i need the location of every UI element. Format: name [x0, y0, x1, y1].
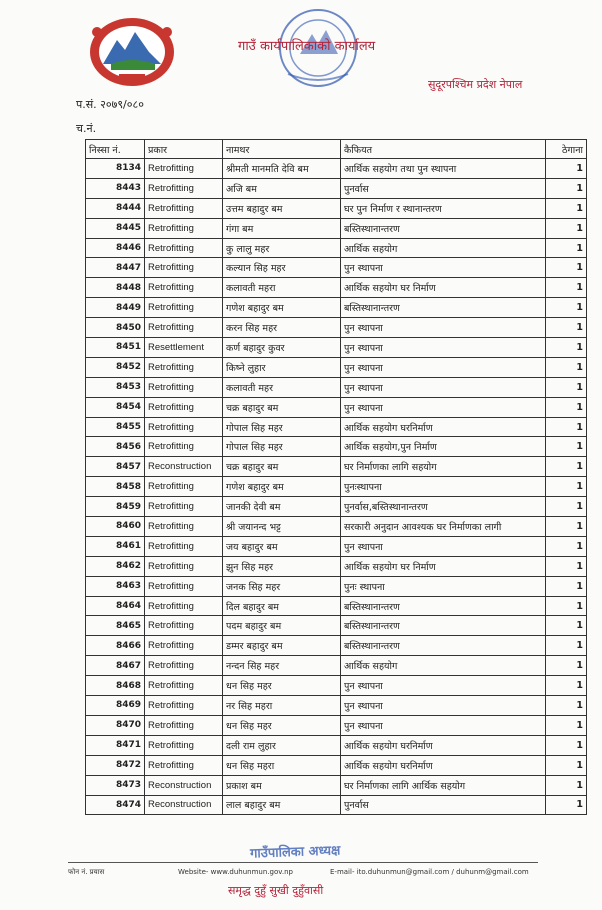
table-row [86, 576, 587, 596]
address-cell: 1 [546, 318, 587, 338]
header-receipt-no: निस्सा नं. [86, 140, 145, 159]
type-cell: Retrofitting [145, 696, 223, 716]
type-cell: Retrofitting [145, 735, 223, 755]
nepal-emblem-icon [85, 12, 180, 90]
name-cell: गणेश बहादुर बम [223, 477, 341, 497]
address-cell: 1 [546, 596, 587, 616]
address-cell: 1 [546, 517, 587, 537]
receipt-no-cell: 8450 [86, 318, 145, 338]
type-cell: Retrofitting [145, 298, 223, 318]
type-cell: Retrofitting [145, 536, 223, 556]
reference-number: प.सं. २०७९/०८० [76, 98, 144, 111]
footer-slogan: समृद्ध दुहुँ सुखी दुहुँवासी [228, 884, 324, 897]
remarks-cell: बस्तिस्थानान्तरण [341, 218, 546, 238]
type-cell: Retrofitting [145, 318, 223, 338]
type-cell: Retrofitting [145, 417, 223, 437]
receipt-no-cell: 8464 [86, 596, 145, 616]
address-cell: 1 [546, 715, 587, 735]
type-cell: Retrofitting [145, 198, 223, 218]
address-cell: 1 [546, 417, 587, 437]
remarks-cell: पुन स्थापना [341, 696, 546, 716]
table-row [86, 477, 587, 497]
name-cell: गंगा बम [223, 218, 341, 238]
remarks-cell: पुनर्वास [341, 178, 546, 198]
table-row [86, 636, 587, 656]
name-cell: करन सिह महर [223, 318, 341, 338]
remarks-cell: आर्थिक सहयोग घरनिर्माण [341, 735, 546, 755]
address-cell: 1 [546, 457, 587, 477]
name-cell: कल्यान सिह महर [223, 258, 341, 278]
receipt-no-cell: 8470 [86, 715, 145, 735]
remarks-cell: आर्थिक सहयोग घर निर्माण [341, 556, 546, 576]
remarks-cell: घर पुन निर्माण र स्थानान्तरण [341, 198, 546, 218]
type-cell: Reconstruction [145, 775, 223, 795]
header-address: ठेगाना [546, 140, 587, 159]
table-row [86, 676, 587, 696]
table-row [86, 437, 587, 457]
address-cell: 1 [546, 159, 587, 179]
name-cell: झुन सिह महर [223, 556, 341, 576]
name-cell: नन्दन सिह महर [223, 656, 341, 676]
name-cell: अजि बम [223, 178, 341, 198]
receipt-no-cell: 8469 [86, 696, 145, 716]
name-cell: कु लालु महर [223, 238, 341, 258]
address-cell: 1 [546, 437, 587, 457]
name-cell: गोपाल सिह महर [223, 437, 341, 457]
table-row [86, 795, 587, 815]
name-cell: जय बहादुर बम [223, 536, 341, 556]
name-cell: लाल बहादुर बम [223, 795, 341, 815]
table-row [86, 457, 587, 477]
type-cell: Retrofitting [145, 755, 223, 775]
table-row [86, 357, 587, 377]
table-row [86, 616, 587, 636]
name-cell: कर्ण बहादुर कुवर [223, 338, 341, 358]
address-cell: 1 [546, 198, 587, 218]
receipt-no-cell: 8468 [86, 676, 145, 696]
receipt-no-cell: 8461 [86, 536, 145, 556]
table-row [86, 218, 587, 238]
table-row [86, 517, 587, 537]
table-row [86, 417, 587, 437]
receipt-no-cell: 8467 [86, 656, 145, 676]
table-row [86, 238, 587, 258]
remarks-cell: पुन स्थापना [341, 377, 546, 397]
table-row [86, 715, 587, 735]
type-cell: Reconstruction [145, 457, 223, 477]
header-name: नामथर [223, 140, 341, 159]
remarks-cell: घर निर्माणका लागि आर्थिक सहयोग [341, 775, 546, 795]
name-cell: जानकी देवी बम [223, 497, 341, 517]
type-cell: Retrofitting [145, 178, 223, 198]
header-type: प्रकार [145, 140, 223, 159]
receipt-no-cell: 8458 [86, 477, 145, 497]
receipt-no-cell: 8447 [86, 258, 145, 278]
receipt-no-cell: 8474 [86, 795, 145, 815]
table-row [86, 298, 587, 318]
address-cell: 1 [546, 178, 587, 198]
remarks-cell: पुन स्थापना [341, 397, 546, 417]
address-cell: 1 [546, 795, 587, 815]
table-row [86, 556, 587, 576]
receipt-no-cell: 8446 [86, 238, 145, 258]
receipt-no-cell: 8454 [86, 397, 145, 417]
receipt-no-cell: 8459 [86, 497, 145, 517]
address-cell: 1 [546, 616, 587, 636]
type-cell: Retrofitting [145, 596, 223, 616]
remarks-cell: सरकारी अनुदान आवश्यक घर निर्माणका लागी [341, 517, 546, 537]
table-row [86, 258, 587, 278]
type-cell: Retrofitting [145, 715, 223, 735]
address-cell: 1 [546, 735, 587, 755]
type-cell: Retrofitting [145, 278, 223, 298]
name-cell: दिल बहादुर बम [223, 596, 341, 616]
remarks-cell: पुन स्थापना [341, 536, 546, 556]
address-cell: 1 [546, 238, 587, 258]
remarks-cell: पुन स्थापना [341, 676, 546, 696]
type-cell: Retrofitting [145, 238, 223, 258]
remarks-cell: बस्तिस्थानान्तरण [341, 298, 546, 318]
address-cell: 1 [546, 357, 587, 377]
table-row [86, 318, 587, 338]
table-row [86, 775, 587, 795]
receipt-no-cell: 8465 [86, 616, 145, 636]
table-header-row [86, 140, 587, 159]
name-cell: प्रकाश बम [223, 775, 341, 795]
name-cell: धन सिह महरा [223, 755, 341, 775]
receipt-no-cell: 8472 [86, 755, 145, 775]
table-row [86, 377, 587, 397]
name-cell: श्री जयानन्द भट्ट [223, 517, 341, 537]
type-cell: Retrofitting [145, 397, 223, 417]
receipt-no-cell: 8456 [86, 437, 145, 457]
name-cell: धन सिह महर [223, 676, 341, 696]
receipt-no-cell: 8473 [86, 775, 145, 795]
name-cell: श्रीमती मानमति देवि बम [223, 159, 341, 179]
table-row [86, 278, 587, 298]
remarks-cell: पुनर्वास [341, 795, 546, 815]
receipt-no-cell: 8453 [86, 377, 145, 397]
table-row [86, 338, 587, 358]
remarks-cell: पुन स्थापना [341, 357, 546, 377]
remarks-cell: पुन स्थापना [341, 318, 546, 338]
table-row [86, 656, 587, 676]
remarks-cell: पुनर्वास,बस्तिस्थानान्तरण [341, 497, 546, 517]
remarks-cell: आर्थिक सहयोग घरनिर्माण [341, 417, 546, 437]
footer-email[interactable]: E-mail- ito.duhunmun@gmail.com / duhunm@gmail.com [330, 868, 529, 876]
remarks-cell: पुन स्थापना [341, 715, 546, 735]
type-cell: Retrofitting [145, 477, 223, 497]
type-cell: Retrofitting [145, 437, 223, 457]
name-cell: कलावती महर [223, 377, 341, 397]
table-row [86, 696, 587, 716]
table-row [86, 198, 587, 218]
address-cell: 1 [546, 636, 587, 656]
address-cell: 1 [546, 556, 587, 576]
type-cell: Retrofitting [145, 497, 223, 517]
type-cell: Retrofitting [145, 576, 223, 596]
remarks-cell: आर्थिक सहयोग,पुन निर्माण [341, 437, 546, 457]
type-cell: Retrofitting [145, 377, 223, 397]
name-cell: पदम बहादुर बम [223, 616, 341, 636]
type-cell: Retrofitting [145, 517, 223, 537]
receipt-no-cell: 8449 [86, 298, 145, 318]
footer-website[interactable]: Website- www.duhunmun.gov.np [178, 868, 293, 876]
type-cell: Retrofitting [145, 656, 223, 676]
remarks-cell: आर्थिक सहयोग तथा पुन स्थापना [341, 159, 546, 179]
address-cell: 1 [546, 696, 587, 716]
remarks-cell: पुनःस्थापना [341, 477, 546, 497]
name-cell: दली राम लुहार [223, 735, 341, 755]
address-cell: 1 [546, 338, 587, 358]
address-cell: 1 [546, 656, 587, 676]
header-remarks: कैफियत [341, 140, 546, 159]
receipt-no-cell: 8471 [86, 735, 145, 755]
remarks-cell: पुनः स्थापना [341, 576, 546, 596]
address-cell: 1 [546, 497, 587, 517]
name-cell: गोपाल सिह महर [223, 417, 341, 437]
beneficiary-table [85, 139, 587, 815]
address-cell: 1 [546, 278, 587, 298]
name-cell: धन सिह महर [223, 715, 341, 735]
type-cell: Retrofitting [145, 218, 223, 238]
type-cell: Retrofitting [145, 159, 223, 179]
type-cell: Retrofitting [145, 357, 223, 377]
address-cell: 1 [546, 676, 587, 696]
remarks-cell: बस्तिस्थानान्तरण [341, 636, 546, 656]
table-row [86, 735, 587, 755]
footer-phone: फोन नं. प्रयास [68, 868, 105, 876]
address-cell: 1 [546, 298, 587, 318]
remarks-cell: पुन स्थापना [341, 258, 546, 278]
receipt-no-cell: 8463 [86, 576, 145, 596]
name-cell: जनक सिह महर [223, 576, 341, 596]
receipt-no-cell: 8444 [86, 198, 145, 218]
address-cell: 1 [546, 536, 587, 556]
remarks-cell: पुन स्थापना [341, 338, 546, 358]
signature-stamp: गाउँपालिका अध्यक्ष [249, 843, 341, 862]
remarks-cell: आर्थिक सहयोग [341, 656, 546, 676]
receipt-no-cell: 8457 [86, 457, 145, 477]
receipt-no-cell: 8455 [86, 417, 145, 437]
table-row [86, 755, 587, 775]
address-cell: 1 [546, 775, 587, 795]
address-cell: 1 [546, 576, 587, 596]
table-row [86, 536, 587, 556]
address-cell: 1 [546, 477, 587, 497]
address-cell: 1 [546, 258, 587, 278]
type-cell: Retrofitting [145, 556, 223, 576]
type-cell: Retrofitting [145, 676, 223, 696]
type-cell: Retrofitting [145, 258, 223, 278]
table-row [86, 159, 587, 179]
receipt-no-cell: 8462 [86, 556, 145, 576]
address-cell: 1 [546, 218, 587, 238]
province-label: सुदूरपश्चिम प्रदेश नेपाल [428, 78, 523, 91]
type-cell: Reconstruction [145, 795, 223, 815]
remarks-cell: बस्तिस्थानान्तरण [341, 596, 546, 616]
name-cell: किष्ने लुहार [223, 357, 341, 377]
name-cell: कलावती महरा [223, 278, 341, 298]
remarks-cell: घर निर्माणका लागि सहयोग [341, 457, 546, 477]
footer-divider [68, 862, 538, 863]
name-cell: गणेश बहादुर बम [223, 298, 341, 318]
name-cell: चक्र बहादुर बम [223, 397, 341, 417]
receipt-no-cell: 8448 [86, 278, 145, 298]
table-row [86, 497, 587, 517]
remarks-cell: आर्थिक सहयोग [341, 238, 546, 258]
receipt-no-cell: 8452 [86, 357, 145, 377]
type-cell: Retrofitting [145, 636, 223, 656]
table-row [86, 397, 587, 417]
name-cell: चक्र बहादुर बम [223, 457, 341, 477]
receipt-no-cell: 8451 [86, 338, 145, 358]
remarks-cell: आर्थिक सहयोग घरनिर्माण [341, 755, 546, 775]
receipt-no-cell: 8460 [86, 517, 145, 537]
receipt-no-cell: 8445 [86, 218, 145, 238]
address-cell: 1 [546, 377, 587, 397]
type-cell: Retrofitting [145, 616, 223, 636]
type-cell: Resettlement [145, 338, 223, 358]
dispatch-number: च.नं. [76, 122, 97, 135]
name-cell: डम्मर बहादुर बम [223, 636, 341, 656]
name-cell: नर सिह महरा [223, 696, 341, 716]
address-cell: 1 [546, 397, 587, 417]
address-cell: 1 [546, 755, 587, 775]
receipt-no-cell: 8134 [86, 159, 145, 179]
table-row [86, 178, 587, 198]
receipt-no-cell: 8443 [86, 178, 145, 198]
table-body [86, 159, 587, 815]
remarks-cell: बस्तिस्थानान्तरण [341, 616, 546, 636]
table-row [86, 596, 587, 616]
remarks-cell: आर्थिक सहयोग घर निर्माण [341, 278, 546, 298]
office-title: गाउँ कार्यपालिकाको कार्यालय [238, 39, 376, 54]
receipt-no-cell: 8466 [86, 636, 145, 656]
name-cell: उत्तम बहादुर बम [223, 198, 341, 218]
